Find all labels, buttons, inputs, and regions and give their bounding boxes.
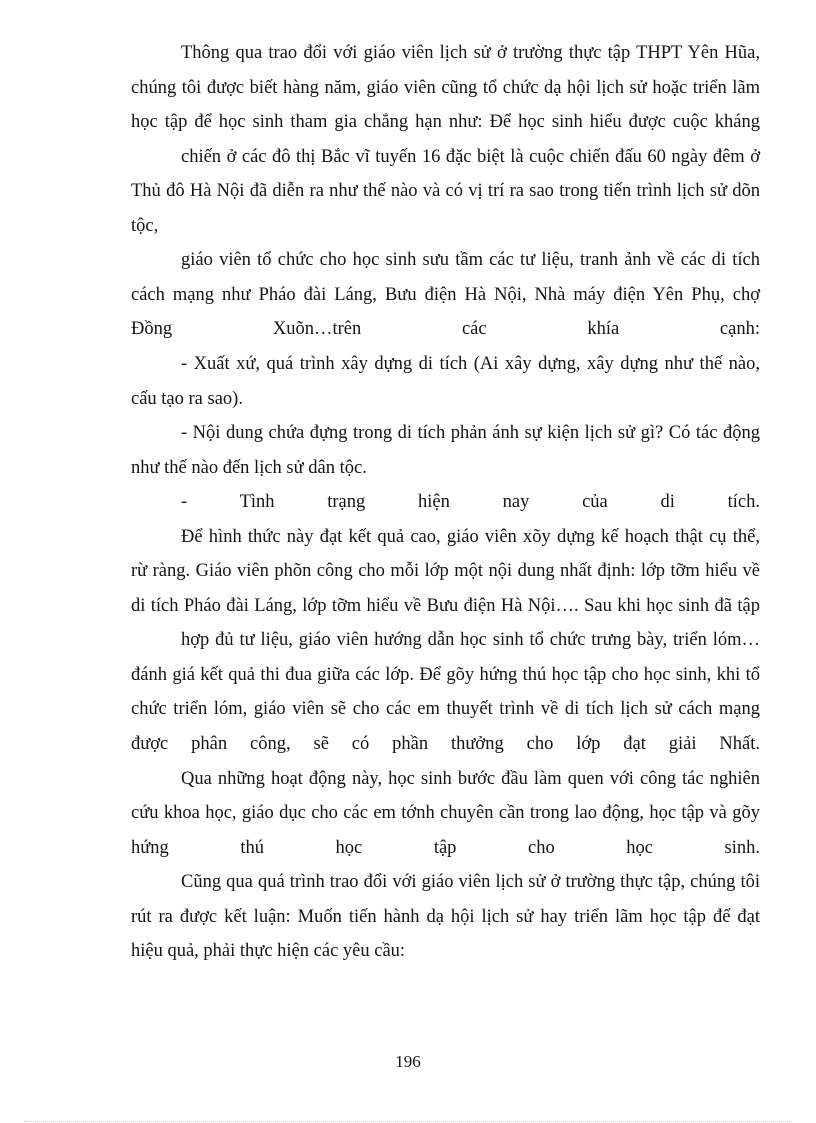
text-line: Qua những hoạt động này, học sinh bước đầu làm quen với công tác nghiên (181, 768, 760, 789)
text-line: cách mạng như Pháo đài Láng, Bưu điện Hà Nội, Nhà máy điện Yên Phụ, chợ (131, 284, 760, 305)
text-line: tộc, (131, 215, 159, 236)
text-line: - Nội dung chứa đựng trong di tích phản ánh sự kiện lịch sử gì? Có tác động (181, 423, 760, 443)
text-line: Để hình thức này đạt kết quả cao, giáo viên xõy dựng kế hoạch thật cụ thể, (181, 526, 760, 547)
text-line: rút ra được kết luận: Muốn tiến hành dạ hội lịch sử hay triển lãm học tập để đạt (131, 906, 760, 927)
text-line: cấu tạo ra sao). (131, 388, 243, 409)
text-line: - Tình trạng hiện nay của di tích. (181, 492, 760, 513)
page-number: 196 (395, 1052, 421, 1071)
text-line: rừ ràng. Giáo viên phõn công cho mỗi lớp một nội dung nhất định: lớp tỡm hiểu về (131, 561, 760, 582)
text-line: di tích Pháo đài Láng, lớp tỡm hiểu về Bưu điện Hà Nội…. Sau khi học sinh đã tập (131, 595, 760, 616)
text-line: chức triển lóm, giáo viên sẽ cho các em thuyết trình về di tích lịch sử cách mạng (131, 699, 760, 720)
text-line: học tập để học sinh tham gia chẳng hạn như: Để học sinh hiểu được cuộc kháng (131, 112, 760, 133)
text-line: Thông qua trao đổi với giáo viên lịch sử ở trường thực tập THPT Yên Hũa, (181, 43, 760, 63)
text-line: hợp đủ tư liệu, giáo viên hướng dẫn học sinh tổ chức trưng bày, triển lóm… (181, 630, 760, 651)
text-line: đánh giá kết quả thi đua giữa các lớp. Để gõy hứng thú học tập cho học sinh, khi tổ (131, 664, 760, 685)
text-line: hiệu quả, phải thực hiện các yêu cầu: (131, 941, 406, 962)
text-line: được phân công, sẽ có phần thưởng cho lớp đạt giải Nhất. (131, 734, 760, 754)
page-bottom-border (24, 1121, 792, 1122)
text-line: Đồng Xuõn…trên các khía cạnh: (131, 319, 760, 340)
text-line: Thủ đô Hà Nội đã diễn ra như thế nào và có vị trí ra sao trong tiến trình lịch sử dõn (131, 181, 760, 202)
text-line: - Xuất xứ, quá trình xây dựng di tích (Ai xây dựng, xây dựng như thế nào, (181, 353, 760, 374)
text-line: chiến ở các đô thị Bắc vĩ tuyến 16 đặc biệt là cuộc chiến đấu 60 ngày đêm ở (181, 146, 760, 167)
text-line: cứu khoa học, giáo dục cho các em tớnh chuyên cần trong lao động, học tập và gõy (131, 803, 760, 824)
text-line: chúng tôi được biết hàng năm, giáo viên cũng tổ chức dạ hội lịch sử hoặc triển lãm (131, 77, 760, 98)
text-line: Cũng qua quá trình trao đổi với giáo viên lịch sử ở trường thực tập, chúng tôi (181, 872, 760, 893)
text-line: hứng thú học tập cho học sinh. (131, 837, 760, 858)
text-line: như thế nào đến lịch sử dân tộc. (131, 457, 367, 478)
text-line: giáo viên tổ chức cho học sinh sưu tầm các tư liệu, tranh ảnh về các di tích (181, 250, 760, 271)
